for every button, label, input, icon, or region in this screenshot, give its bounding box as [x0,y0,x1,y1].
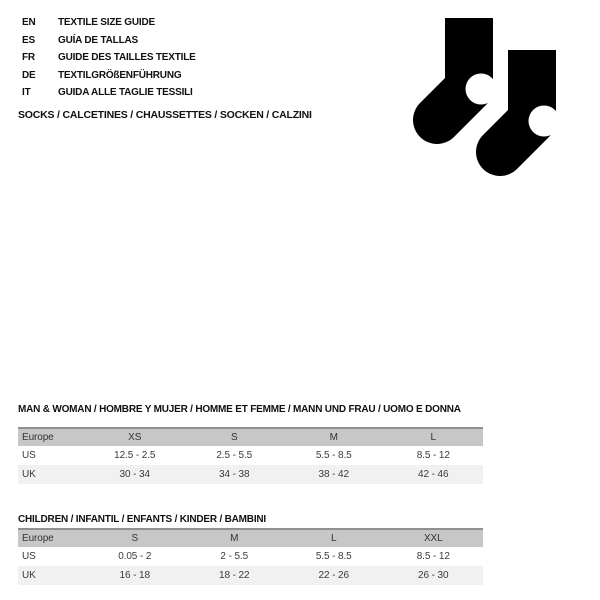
row-label: US [22,450,36,461]
socks-pair-icon [412,18,557,178]
language-code: ES [22,34,35,46]
table-header-row [18,427,483,446]
header-cell-size: M [230,533,239,544]
size-value: 34 - 38 [219,469,250,480]
language-row-fr [22,49,196,67]
size-value: 18 - 22 [219,570,250,581]
table-title-children: CHILDREN / INFANTIL / ENFANTS / KINDER / BAMBINI [18,514,266,525]
size-value: 8.5 - 12 [416,450,450,461]
language-row-en [22,14,196,32]
table-title-man-woman: MAN & WOMAN / HOMBRE Y MUJER / HOMME ET FEMME / MANN UND FRAU / UOMO E DONNA [18,404,461,415]
language-code: IT [22,87,31,99]
table-row-us [18,547,483,566]
header-cell-size: M [329,432,338,443]
table-row-uk [18,566,483,585]
language-label: TEXTILE SIZE GUIDE [58,17,155,29]
size-value: 5.5 - 8.5 [315,551,352,562]
header-cell-region: Europe [22,432,54,443]
size-value: 0.05 - 2 [118,551,152,562]
size-value: 5.5 - 8.5 [315,450,352,461]
language-label: GUIDA ALLE TAGLIE TESSILI [58,87,193,99]
row-label: UK [22,469,36,480]
size-value: 12.5 - 2.5 [114,450,156,461]
sock-icon-1 [437,18,497,120]
table-header-row [18,528,483,547]
header-cell-size: L [430,432,436,443]
category-title: SOCKS / CALCETINES / CHAUSSETTES / SOCKEN / CALZINI [18,109,312,121]
row-label: UK [22,570,36,581]
language-row-it [22,84,196,102]
header-cell-region: Europe [22,533,54,544]
size-value: 38 - 42 [318,469,349,480]
header-cell-size: S [230,432,238,443]
table-row-uk [18,465,483,484]
language-label: GUIDE DES TAILLES TEXTILE [58,52,196,64]
size-value: 26 - 30 [418,570,449,581]
size-value: 2.5 - 5.5 [216,450,253,461]
size-value: 22 - 26 [318,570,349,581]
size-value: 8.5 - 12 [416,551,450,562]
language-code: FR [22,52,35,64]
language-row-de [22,67,196,85]
row-label: US [22,551,36,562]
size-value: 42 - 46 [418,469,449,480]
language-row-es [22,32,196,50]
language-label: TEXTILGRÖßENFÜHRUNG [58,69,182,81]
size-table-man-woman [18,427,483,484]
header-cell-size: L [331,533,337,544]
language-list [22,14,196,102]
header-cell-size: S [131,533,139,544]
language-label: GUÍA DE TALLAS [58,34,138,46]
size-value: 30 - 34 [119,469,150,480]
language-code: EN [22,17,36,29]
size-table-children [18,528,483,585]
header-cell-size: XS [128,432,142,443]
header-cell-size: XXL [423,533,443,544]
language-code: DE [22,69,36,81]
table-row-us [18,446,483,465]
size-value: 16 - 18 [119,570,150,581]
sock-icon-2 [500,50,557,152]
size-value: 2 - 5.5 [220,551,249,562]
